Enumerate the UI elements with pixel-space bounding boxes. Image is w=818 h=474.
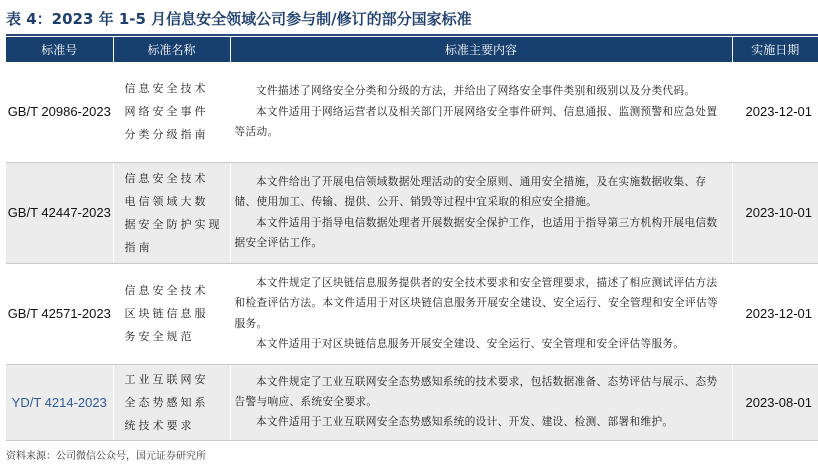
standard-code: GB/T 42571-2023 bbox=[6, 263, 113, 364]
table-row bbox=[6, 62, 818, 162]
standard-name: 信息安全技术 电信领域大数 据安全防护实现 指南 bbox=[124, 171, 223, 254]
table-row bbox=[6, 364, 818, 440]
standard-name-cell bbox=[113, 263, 230, 364]
header-code: 标准号 bbox=[6, 37, 113, 62]
content-paragraph: 本文件适用于指导电信数据处理者开展数据安全保护工作，也适用于指导第三方机构开展电信数据安全评估工作。 bbox=[234, 215, 718, 249]
standard-code: GB/T 42447-2023 bbox=[6, 162, 113, 263]
header-name: 标准名称 bbox=[113, 37, 230, 62]
standard-code: YD/T 4214-2023 bbox=[6, 364, 113, 440]
content-paragraph: 文件描述了网络安全分类和分级的方法，并给出了网络安全事件类别和级别以及分类代码。 bbox=[255, 84, 696, 98]
standard-name: 信息安全技术 网络安全事件 分类分级指南 bbox=[124, 82, 209, 142]
table-row bbox=[6, 162, 818, 263]
content-paragraph: 本文件给出了开展电信领域数据处理活动的安全原则、通用安全措施，及在实施数据收集、存储、使用加工、传输、提供、公开、销毁等过程中宜采取的相应安全措施。 bbox=[234, 175, 707, 209]
standard-name-cell bbox=[113, 62, 230, 162]
standard-content bbox=[230, 62, 732, 162]
content-paragraph: 本文件适用于工业互联网安全态势感知系统的设计、开发、建设、检测、部署和维护。 bbox=[255, 415, 674, 429]
standards-table bbox=[6, 37, 818, 441]
title-rule bbox=[6, 34, 818, 36]
implementation-date: 2023-10-01 bbox=[732, 162, 818, 263]
content-paragraph: 本文件适用于对区块链信息服务开展安全建设、安全运行、安全管理和安全评估等服务。 bbox=[255, 336, 685, 350]
standard-content bbox=[230, 364, 732, 440]
content-paragraph: 本文件适用于网络运营者以及相关部门开展网络安全事件研判、信息通报、监测预警和应急处置等活动。 bbox=[234, 104, 718, 138]
standard-content bbox=[230, 162, 732, 263]
implementation-date: 2023-08-01 bbox=[732, 364, 818, 440]
table-header-row bbox=[6, 37, 818, 62]
standard-name-cell bbox=[113, 162, 230, 263]
standard-name-cell bbox=[113, 364, 230, 440]
source-note: 资料来源：公司微信公众号，国元证券研究所 bbox=[6, 451, 206, 462]
table-row bbox=[6, 263, 818, 364]
content-paragraph: 本文件规定了区块链信息服务提供者的安全技术要求和安全管理要求，描述了相应测试评估方法和检查评估方法。本文件适用于对区块链信息服务开展安全建设、安全运行、安全管理和安全评估等服务。 bbox=[234, 276, 718, 330]
standard-code: GB/T 20986-2023 bbox=[6, 62, 113, 162]
table-title: 表 4：2023 年 1-5 月信息安全领域公司参与制/修订的部分国家标准 bbox=[6, 10, 472, 28]
standard-content bbox=[230, 263, 732, 364]
header-date: 实施日期 bbox=[732, 37, 818, 62]
implementation-date: 2023-12-01 bbox=[732, 263, 818, 364]
implementation-date: 2023-12-01 bbox=[732, 62, 818, 162]
standard-name: 工业互联网安 全态势感知系 统技术要求 bbox=[124, 372, 209, 432]
content-paragraph: 本文件规定了工业互联网安全态势感知系统的技术要求，包括数据准备、态势评估与展示、态势告警与响应、系统安全要求。 bbox=[234, 374, 718, 408]
standard-name: 信息安全技术 区块链信息服 务安全规范 bbox=[124, 284, 209, 343]
header-content: 标准主要内容 bbox=[230, 37, 732, 62]
